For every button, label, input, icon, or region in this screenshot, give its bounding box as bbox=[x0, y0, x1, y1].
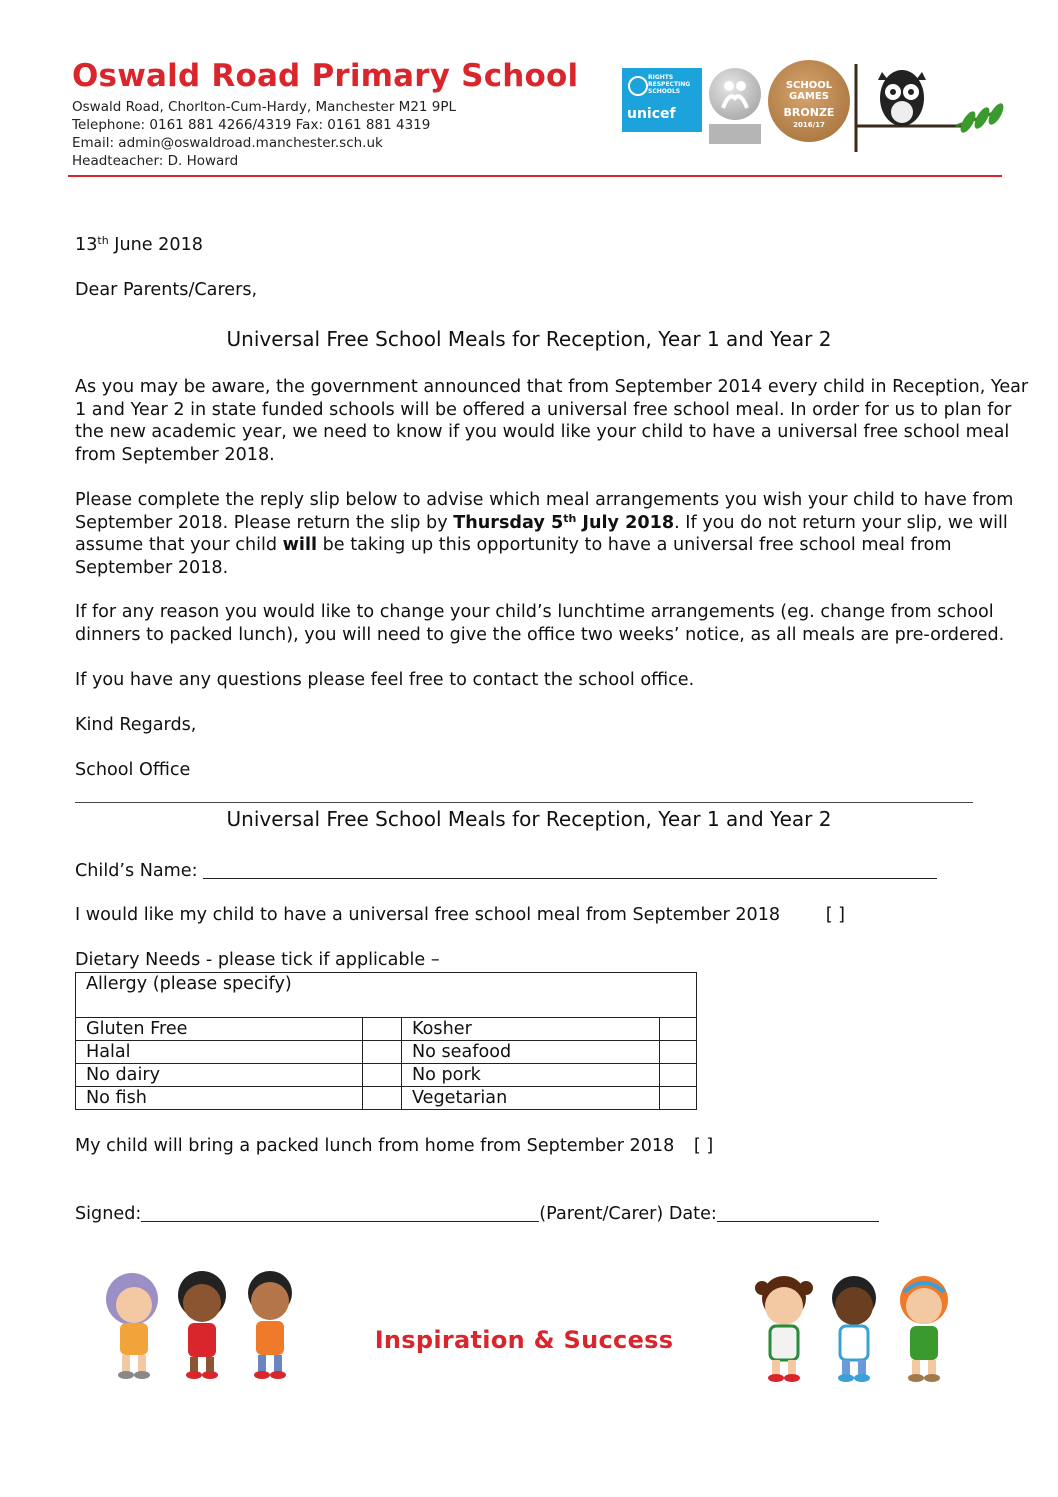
diet-option-label: No pork bbox=[402, 1064, 660, 1087]
slip-title: Universal Free School Meals for Reception, Year 1 and Year 2 bbox=[226, 807, 832, 831]
school-phone-fax: Telephone: 0161 881 4266/4319 Fax: 0161 881 4319 bbox=[72, 117, 431, 133]
games-year: 2016/17 bbox=[793, 121, 825, 129]
diet-option-checkbox[interactable] bbox=[660, 1064, 697, 1087]
signature-row bbox=[75, 1203, 879, 1224]
school-name: Oswald Road Primary School bbox=[72, 58, 579, 94]
school-games-bronze-badge bbox=[768, 60, 850, 142]
parent-carer-date-label: (Parent/Carer) Date: bbox=[539, 1204, 717, 1224]
signature-field[interactable] bbox=[141, 1203, 539, 1222]
silver-award-tag bbox=[709, 124, 761, 144]
packed-lunch-label: My child will bring a packed lunch from home from September 2018 bbox=[75, 1136, 675, 1156]
child-name-row bbox=[75, 860, 937, 881]
diet-option-label: Halal bbox=[76, 1041, 363, 1064]
silver-award-badge bbox=[709, 68, 761, 120]
diet-option-label: No dairy bbox=[76, 1064, 363, 1087]
letter-paragraph-3: If for any reason you would like to change your child’s lunchtime arrangements (eg. change from school dinners to packed lunch), you will need to give the office two weeks’ notice, as all meals are pre-ordered. bbox=[75, 602, 1005, 645]
meal-option-label: I would like my child to have a universal free school meal from September 2018 bbox=[75, 905, 781, 925]
dietary-needs-label: Dietary Needs - please tick if applicable – bbox=[75, 950, 440, 970]
date-field[interactable] bbox=[717, 1203, 879, 1222]
cut-line bbox=[75, 802, 973, 803]
rrs-badge-text: RIGHTS RESPECTING SCHOOLS bbox=[648, 74, 691, 95]
diet-option-label: Kosher bbox=[402, 1018, 660, 1041]
packed-lunch-checkbox[interactable]: [ ] bbox=[693, 1136, 714, 1156]
diet-option-label: No seafood bbox=[402, 1041, 660, 1064]
allergy-cell[interactable] bbox=[76, 973, 697, 1018]
school-address: Oswald Road, Chorlton-Cum-Hardy, Manchester M21 9PL bbox=[72, 99, 457, 115]
diet-option-checkbox[interactable] bbox=[660, 1018, 697, 1041]
letter-title: Universal Free School Meals for Reception, Year 1 and Year 2 bbox=[226, 327, 832, 351]
diet-option-checkbox[interactable] bbox=[660, 1041, 697, 1064]
meal-option-row bbox=[75, 905, 845, 925]
table-row bbox=[76, 1087, 697, 1110]
signed-label: Signed: bbox=[75, 1204, 142, 1224]
unicef-rrs-badge bbox=[622, 68, 702, 132]
globe-icon bbox=[628, 76, 648, 96]
children-illustration-right bbox=[748, 1268, 964, 1388]
figures-icon bbox=[709, 68, 761, 120]
table-row bbox=[76, 1041, 697, 1064]
letter-paragraph-1: As you may be aware, the government announced that from September 2014 every child in Reception, Year 1 and Year 2 in state funded schools will be offered a universal free school meal. In order for us to plan for the new academic year, we need to know if you would like your child to have a universal free school meal from September 2018. bbox=[75, 377, 1029, 465]
allergy-label: Allergy (please specify) bbox=[86, 974, 292, 994]
meal-option-checkbox[interactable]: [ ] bbox=[825, 905, 846, 925]
table-row bbox=[76, 1018, 697, 1041]
school-motto: Inspiration & Success bbox=[374, 1326, 674, 1354]
dietary-needs-table bbox=[75, 972, 697, 1110]
diet-option-label: Gluten Free bbox=[76, 1018, 363, 1041]
letter-paragraph-2: Please complete the reply slip below to advise which meal arrangements you wish your child to have from September 2018. Please return the slip by Thursday 5th July 2018. If you do not return your slip, we will assume that your child will be taking up this opportunity to have a universal free school meal from September 2018. bbox=[75, 490, 1014, 578]
table-row bbox=[76, 1064, 697, 1087]
child-name-field[interactable] bbox=[203, 860, 937, 879]
headteacher: Headteacher: D. Howard bbox=[72, 153, 239, 169]
diet-option-checkbox[interactable] bbox=[660, 1087, 697, 1110]
diet-option-checkbox[interactable] bbox=[363, 1064, 402, 1087]
letter-date: 13th June 2018 bbox=[75, 234, 203, 255]
child-name-label: Child’s Name: bbox=[75, 861, 204, 881]
diet-option-label: Vegetarian bbox=[402, 1087, 660, 1110]
unicef-logo: unicef bbox=[627, 106, 676, 122]
school-email: Email: admin@oswaldroad.manchester.sch.uk bbox=[72, 135, 383, 151]
diet-option-label: No fish bbox=[76, 1087, 363, 1110]
letter-sender: School Office bbox=[75, 760, 191, 780]
games-label: SCHOOL GAMES bbox=[785, 80, 833, 102]
diet-option-checkbox[interactable] bbox=[363, 1087, 402, 1110]
owl-branch-logo bbox=[852, 64, 1006, 154]
letter-greeting: Dear Parents/Carers, bbox=[75, 280, 258, 300]
diet-option-checkbox[interactable] bbox=[363, 1018, 402, 1041]
diet-option-checkbox[interactable] bbox=[363, 1041, 402, 1064]
packed-lunch-row bbox=[75, 1136, 713, 1156]
letter-paragraph-4: If you have any questions please feel free to contact the school office. bbox=[75, 670, 695, 690]
letter-signoff: Kind Regards, bbox=[75, 715, 197, 735]
children-illustration-left bbox=[96, 1265, 310, 1385]
bronze-label: BRONZE bbox=[783, 106, 835, 119]
letterhead-divider bbox=[68, 175, 1002, 177]
